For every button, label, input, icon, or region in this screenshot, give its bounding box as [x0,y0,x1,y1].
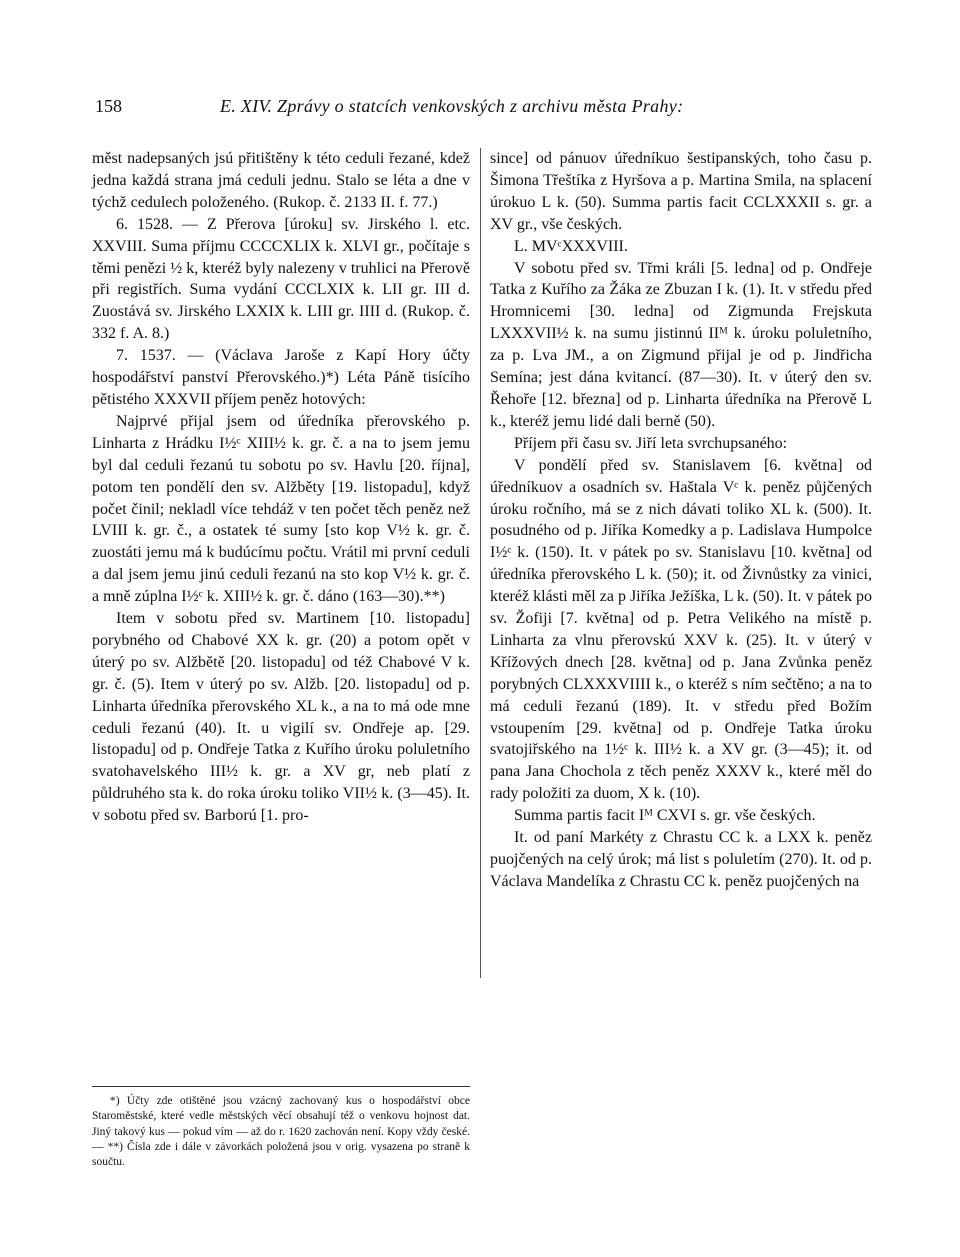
paragraph: It. od paní Markéty z Chrastu CC k. a LXX k. peněz puojčených na celý úrok; má list s poluletím (270). It. od p. Václava Mandelíka z Chrastu CC k. peněz puojčených na [490,829,872,890]
paragraph: Summa partis facit Iᴹ CXVI s. gr. vše českých. [514,807,816,825]
footnote-text: *) Účty zde otištěné jsou vzácný zachovaný kus o hospodářství obce Staroměstské, které vedle městských věcí obsahují též o venkovu hojnost dat. Jiný takový kus — pokud vím — až do r. 1620 zachován není. Kopy vždy české. — **) Čísla zde i dále v závorkách položená jsou v orig. vysazena po straně k součtu. [92,1095,470,1169]
footnote-rule [92,1086,470,1087]
paragraph: 7. 1537. — (Václava Jaroše z Kapí Hory účty hospodářství panství Přerovského.)*) Léta Páně tisícího pětistého XXXVII příjem peněz hotových: [92,347,470,408]
page-header [95,96,855,120]
left-column [92,148,470,827]
paragraph: Příjem při času sv. Jiří leta svrchupsaného: [514,434,788,452]
footnote [92,1094,470,1170]
page-number: 158 [95,96,122,116]
paragraph: L. MVᶜXXXVIII. [514,237,628,255]
paragraph: Item v sobotu před sv. Martinem [10. listopadu] porybného od Chabové XX k. gr. (20) a potom opět v úterý po sv. Alžbětě [20. listopadu] od též Chabové V k. gr. č. (5). Item v úterý po sv. Alžb. [20. listopadu] od p. Linharta úředníka přerovského XL k., a na to má ode mne ceduli řezanú (40). It. u vigilí sv. Ondřeje ap. [29. listopadu] od p. Ondřeje Tatka z Kuřího úroku poluletního svatohavelského III½ k. gr. a XV gr, neb platí z půldruhého sta k. do roka úroku toliko VII½ k. (3—45). It. v sobotu před sv. Barború [1. pro- [92,610,470,825]
paragraph: V sobotu před sv. Třmi králi [5. ledna] od p. Ondřeje Tatka z Kuřího za Žáka ze Zbuzan I k. (1). It. v středu před Hromnicemi [30. ledna] od Zigmunda Frejskuta LXXXVII½ k. na sumu jistinnú IIᴹ k. úroku poluletního, za p. Lva JM., a on Zigmund přijal je od p. Jindřicha Semína; jest dána kvitancí. (87—30). It. v úterý den sv. Řehoře [12. března] od p. Linharta úředníka na Přerově L k., kteréž jemu lidé dali berně (50). [490,259,872,430]
paragraph: měst nadepsaných jsú přitištěny k této ceduli řezané, kdež jedna každá strana jmá ceduli jednu. Stalo se léta a dne v týchž cedulech položeného. (Rukop. č. 2133 II. f. 77.) [92,150,470,211]
running-head: E. XIV. Zprávy o statcích venkovských z archivu města Prahy: [220,96,684,116]
paragraph: since] od pánuov úředníkuo šestipanských, toho času p. Šimona Třeštíka z Hyršova a p. Martina Smila, na splacení úrokuo L k. (50). Summa partis facit CCLXXXII s. gr. a XV gr., vše českých. [490,150,872,233]
paragraph: Najprvé přijal jsem od úředníka přerovského p. Linharta z Hrádku I½ᶜ XIII½ k. gr. č. a na to jsem jemu byl dal ceduli řezanú tu sobotu po sv. Havlu [20. října], potom ten pondělí den sv. Alžběty [19. listopadu], když počet činil; nekladl více tehdáž v ten počet těch peněz než LVIII k. gr. č., a ostatek té sumy [sto kop V½ k. gr. č. zuostáti jemu má k budúcímu počtu. Vrátil mi první ceduli a dal jsem jemu jinú ceduli řezanú na sto kop V½ k. gr. č. a mně zúplna I½ᶜ k. XIII½ k. gr. č. dáno (163—30).**) [92,412,470,606]
right-column [490,148,872,893]
paragraph: V pondělí před sv. Stanislavem [6. května] od úředníkuov a osadních sv. Haštala Vᶜ k. peněz půjčených úroku ročního, má se z nich dávati toliko XL k. (500). It. posudného od p. Jiříka Komedky a p. Ladislava Humpolce I½ᶜ k. (150). It. v pátek po sv. Stanislavu [10. května] od úředníka přerovského L k. (50); it. od Živnůstky za vinici, kteréž klásti měl za p Jiříka Ježíška, L k. (50). It. v pátek po sv. Žofiji [7. května] od p. Petra Velikého na místě p. Linharta za vlnu přerovskú XXV k. (25). It. v úterý v Křížových dnech [28. května] od p. Jana Zvůnka peněz porybných CLXXXVIIII k., o kteréž s ním sečtěno; a na to má ceduli řezanú (189). It. v středu před Božím vstoupením [29. května] od p. Ondřeje Tatka úroku svatojiřského na 1½ᶜ k. III½ k. a XV gr. (3—45); it. od pana Jana Chochola z těch peněz XXXV k., které měl do rady položiti za duom, X k. (10). [490,456,872,803]
paragraph: 6. 1528. — Z Přerova [úroku] sv. Jirského l. etc. XXVIII. Suma příjmu CCCCXLIX k. XLVI gr., počítaje s těmi penězi ½ k, kteréž byly nalezeny v truhlici na Přerově při registřích. Suma vydání CCCLXIX k. LII gr. III d. Zuostává sv. Jirského LXXIX k. LIII gr. IIII d. (Rukop. č. 332 f. A. 8.) [92,215,470,343]
column-divider [480,148,481,978]
